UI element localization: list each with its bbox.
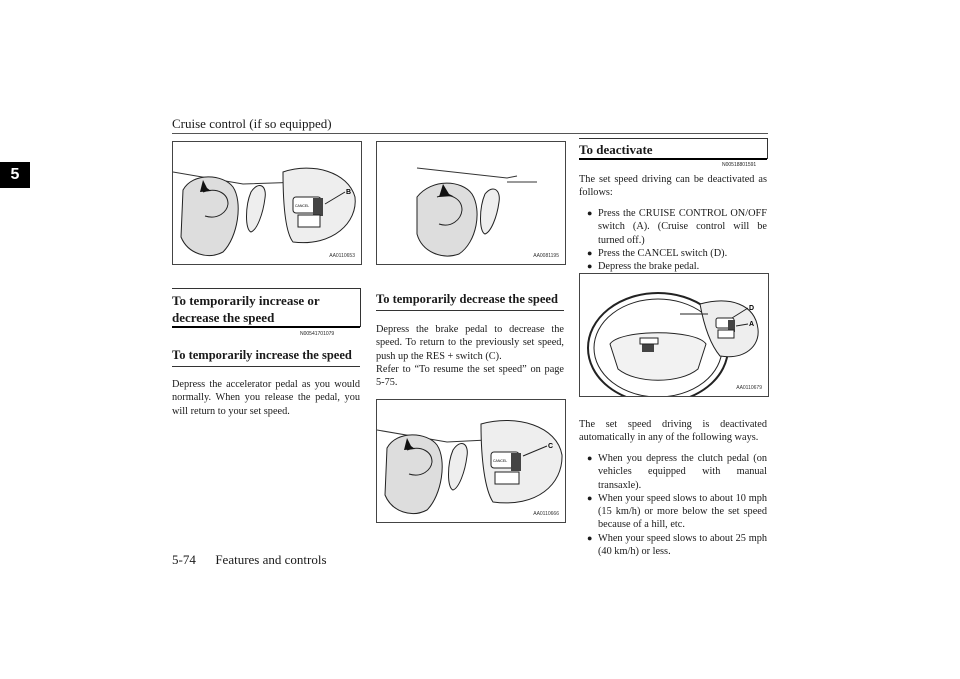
section-heading-box [172, 288, 361, 327]
list-item: ● Depress the brake pedal. [587, 260, 767, 273]
increase-body-text: Depress the accelerator pedal as you would normally. When you release the pedal, you will return to your set speed. [172, 379, 360, 417]
figure-code: AA0110679 [736, 385, 762, 391]
figure-increase-switch-b [172, 141, 362, 265]
cancel-label: CANCEL [493, 459, 508, 463]
figure-brake-pedal [376, 141, 566, 265]
list-item: ● When your speed slows to about 10 mph (15 km/h) or more below the set speed because of a hill, etc. [587, 492, 767, 532]
figure-code: AA0110653 [329, 253, 355, 259]
page-footer: 5-74 Features and controls [172, 552, 327, 567]
list-item: ● When your speed slows to about 25 mph (40 km/h) or less. [587, 532, 767, 559]
list-item: ● Press the CRUISE CONTROL ON/OFF switch (A). (Cruise control will be turned off.) [587, 207, 767, 247]
page-header-title: Cruise control (if so equipped) [172, 116, 332, 131]
heading-underline [579, 158, 767, 160]
figure-code: AA0110666 [533, 511, 559, 517]
figure-res-switch-c [376, 399, 566, 523]
section-heading: To deactivate [579, 142, 653, 157]
reference-code: N00518801591 [722, 162, 757, 168]
subheading-decrease: To temporarily decrease the speed [376, 292, 558, 306]
figure-code: AA0081195 [533, 253, 559, 259]
section-heading: To temporarily increase or decrease the speed [172, 293, 320, 325]
cancel-label: CANCEL [295, 204, 310, 208]
header-rule [172, 133, 768, 134]
deactivate-methods-list [587, 207, 767, 273]
figure-steering-wheel-switches [579, 273, 769, 397]
steering-switch-illustration [173, 142, 361, 264]
auto-deactivate-list [587, 452, 767, 558]
brake-pedal-illustration [377, 142, 565, 264]
callout-b: B [346, 189, 352, 196]
deactivate-intro: The set speed driving can be deactivated as follows: [579, 174, 767, 199]
section-heading-box [579, 138, 768, 159]
callout-d: D [749, 305, 755, 312]
reference-code: N00541701079 [300, 331, 335, 337]
heading-underline [172, 326, 360, 328]
auto-deactivate-intro: The set speed driving is deactivated automatically in any of the following ways. [579, 419, 767, 444]
subheading-increase: To temporarily increase the speed [172, 348, 352, 362]
steering-switch-illustration [377, 400, 565, 522]
decrease-body-text: Depress the brake pedal to decrease the speed. To return to the previously set speed, push up the RES + switch (C). Refer to “To resume the set speed” on page 5-75. [376, 324, 564, 389]
subheading-rule [376, 310, 564, 311]
chapter-tab: 5 [0, 162, 30, 188]
list-item: ● When you depress the clutch pedal (on vehicles equipped with manual transaxle). [587, 452, 767, 492]
callout-c: C [548, 443, 554, 450]
callout-a: A [749, 321, 755, 328]
list-item: ● Press the CANCEL switch (D). [587, 247, 767, 260]
subheading-rule [172, 366, 360, 367]
steering-wheel-illustration [580, 274, 768, 396]
